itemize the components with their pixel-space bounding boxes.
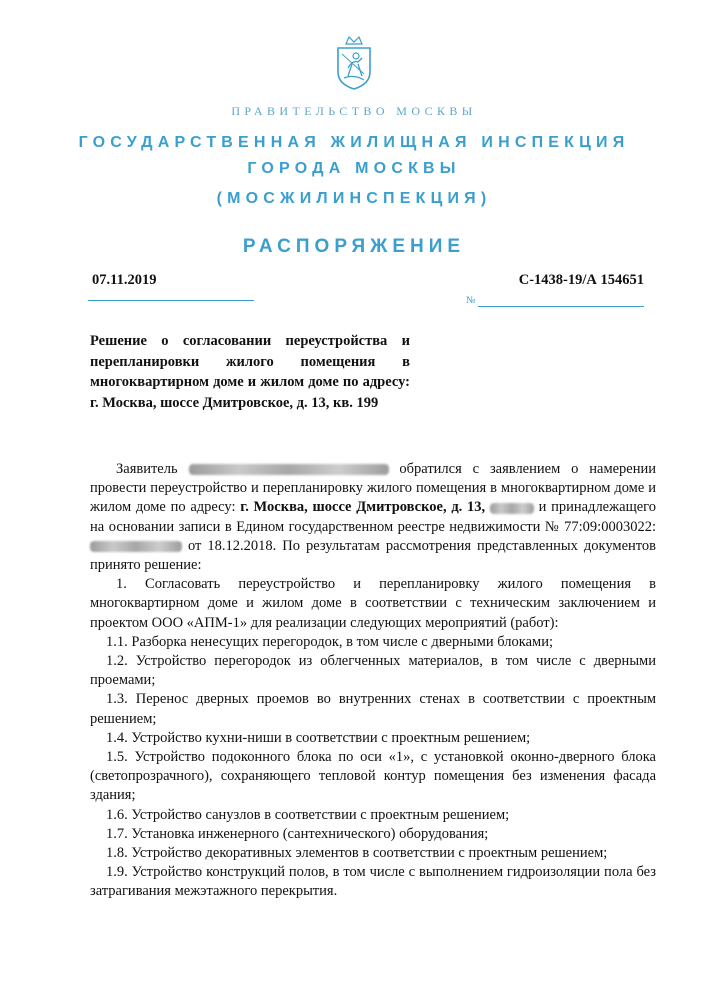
item-1-4: 1.4. Устройство кухни-ниши в соответствии с проектным решением; [106, 729, 531, 746]
intro-text: обратился с заявлением о намерении провести переустройство и перепланировку жилого помещения в многоквартирном доме и жилом доме по адресу: [90, 461, 657, 516]
document-subject: Решение о согласовании переустройства и перепланировки жилого помещения в многоквартирном доме и жилом доме по адресу: г. Москва, шоссе Дмитровское, д. 13, кв. 199 [90, 333, 410, 411]
document-date: 07.11.2019 [92, 272, 157, 288]
document-body [90, 460, 656, 902]
address-text: г. Москва, шоссе Дмитровское, д. 13, [240, 499, 486, 516]
agency-name-line2: ГОРОДА МОСКВЫ [247, 160, 461, 177]
decision-text: от 18.12.2018. По результатам рассмотрения представленных документов принято решение: [90, 537, 657, 574]
item-1-3: 1.3. Перенос дверных проемов во внутренних стенах в соответствии с проектным решением; [90, 691, 656, 727]
government-title: ПРАВИТЕЛЬСТВО МОСКВЫ [231, 104, 477, 118]
agency-name-line1: ГОСУДАРСТВЕННАЯ ЖИЛИЩНАЯ ИНСПЕКЦИЯ [78, 134, 630, 151]
item-1-7: 1.7. Установка инженерного (сантехнического) оборудования; [106, 825, 489, 842]
item-1-6: 1.6. Устройство санузлов в соответствии с проектным решением; [106, 806, 510, 823]
item-1-1: 1.1. Разборка ненесущих перегородок, в том числе с дверными блоками; [106, 633, 553, 650]
number-underline [478, 306, 644, 307]
applicant-label: Заявитель [116, 461, 178, 477]
date-underline [88, 300, 254, 301]
document-number: С-1438-19/А 154651 [518, 272, 644, 288]
redacted-applicant-name [189, 464, 389, 475]
redacted-registry-number [90, 541, 182, 552]
agency-abbreviation: (МОСЖИЛИНСПЕКЦИЯ) [216, 190, 492, 207]
document-type: РАСПОРЯЖЕНИЕ [242, 236, 466, 257]
item-1-8: 1.8. Устройство декоративных элементов в соответствии с проектным решением; [106, 845, 608, 862]
item-1: 1. Согласовать переустройство и перепланировку жилого помещения в многоквартирном доме и жилом доме в соответствии с техническим заключением и проектом ООО «АПМ-1» для реализации следующих мероприятий (работ): [90, 576, 656, 631]
item-1-2: 1.2. Устройство перегородок из облегченных материалов, в том числе с дверными проемами; [90, 653, 656, 689]
number-sign: № [466, 295, 476, 306]
item-1-5: 1.5. Устройство подоконного блока по оси «1», с установкой оконно-дверного блока (светопрозрачного), сохраняющего тепловой контур помещения без изменения фасада здания; [90, 749, 656, 804]
intro-paragraph [90, 460, 656, 575]
moscow-coat-of-arms-icon [334, 34, 374, 90]
item-1-9: 1.9. Устройство конструкций полов, в том числе с выполнением гидроизоляции пола без затрагивания межэтажного перекрытия. [90, 864, 656, 900]
redacted-apartment [490, 503, 534, 514]
registry-text: и принадлежащего на основании записи в Едином государственном реестре недвижимости № 77:09:0003022: [90, 499, 657, 535]
